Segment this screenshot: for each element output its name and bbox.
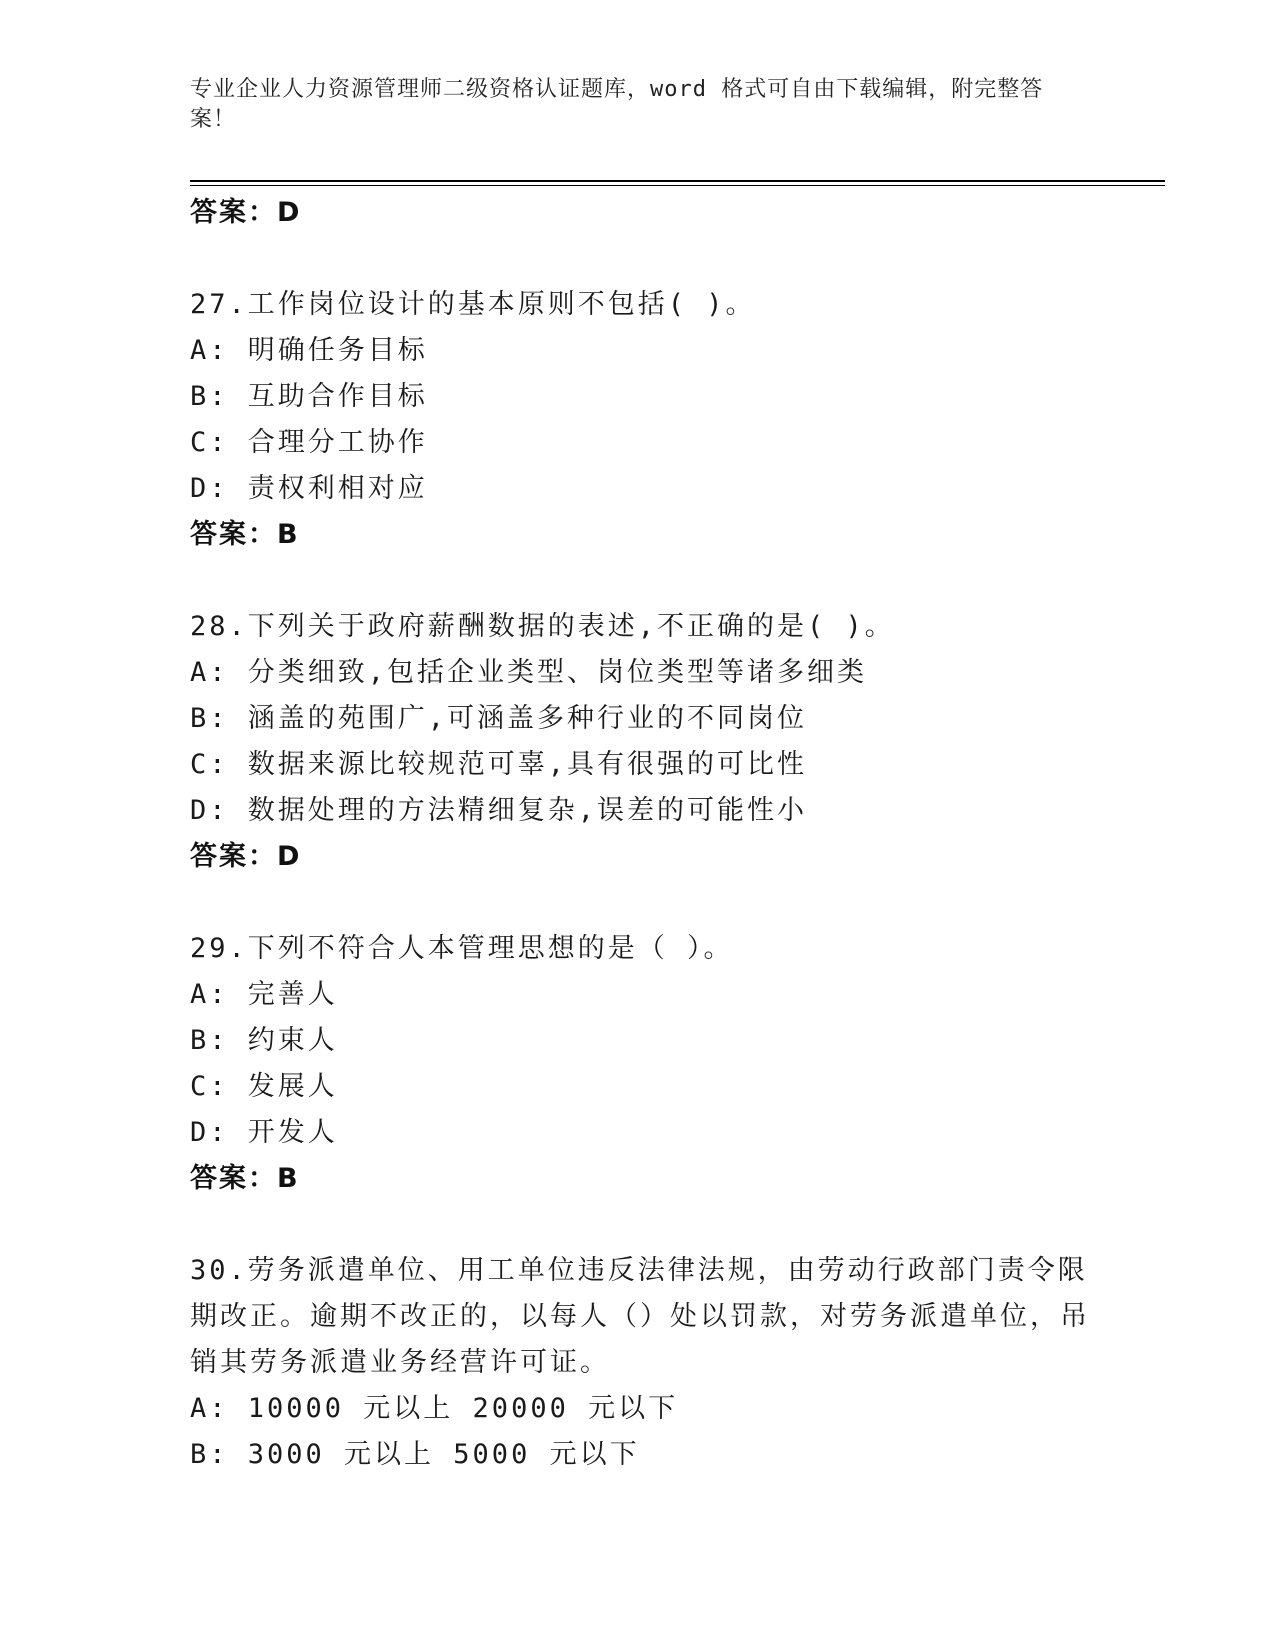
- option-a: A: 10000 元以上 20000 元以下: [190, 1393, 679, 1424]
- document-body: [190, 190, 1090, 1478]
- page-header: [190, 75, 1070, 135]
- option-a: A: 完善人: [190, 979, 338, 1010]
- answer-prev: 答案：D: [190, 197, 302, 228]
- answer: 答案：B: [190, 519, 300, 550]
- option-a: A: 分类细致,包括企业类型、岗位类型等诸多细类: [190, 657, 868, 688]
- option-c: C: 合理分工协作: [190, 427, 428, 458]
- question-stem: 27.工作岗位设计的基本原则不包括( )。: [190, 289, 756, 320]
- option-d: D: 数据处理的方法精细复杂,误差的可能性小: [190, 795, 808, 826]
- header-text: 专业企业人力资源管理师二级资格认证题库，word 格式可自由下载编辑，附完整答案！: [190, 77, 1044, 132]
- answer: 答案：D: [190, 841, 302, 872]
- header-divider-thin: [190, 185, 1165, 186]
- option-c: C: 发展人: [190, 1071, 338, 1102]
- question-27: [190, 282, 1090, 558]
- answer: 答案：B: [190, 1163, 300, 1194]
- question-30: [190, 1248, 1090, 1478]
- question-stem: 30.劳务派遣单位、用工单位违反法律法规，由劳动行政部门责令限期改正。逾期不改正的，以每人（）处以罚款，对劳务派遣单位，吊销其劳务派遣业务经营许可证。: [190, 1255, 1090, 1378]
- option-b: B: 涵盖的苑围广,可涵盖多种行业的不同岗位: [190, 703, 808, 734]
- question-28: [190, 604, 1090, 880]
- option-d: D: 开发人: [190, 1117, 338, 1148]
- option-b: B: 约束人: [190, 1025, 338, 1056]
- question-stem: 29.下列不符合人本管理思想的是（ ）。: [190, 933, 734, 964]
- header-divider: [190, 180, 1165, 182]
- option-b: B: 互助合作目标: [190, 381, 428, 412]
- option-b: B: 3000 元以上 5000 元以下: [190, 1439, 640, 1470]
- option-a: A: 明确任务目标: [190, 335, 428, 366]
- option-d: D: 责权利相对应: [190, 473, 428, 504]
- option-c: C: 数据来源比较规范可辜,具有很强的可比性: [190, 749, 808, 780]
- question-stem: 28.下列关于政府薪酬数据的表述,不正确的是( )。: [190, 611, 895, 642]
- question-29: [190, 926, 1090, 1202]
